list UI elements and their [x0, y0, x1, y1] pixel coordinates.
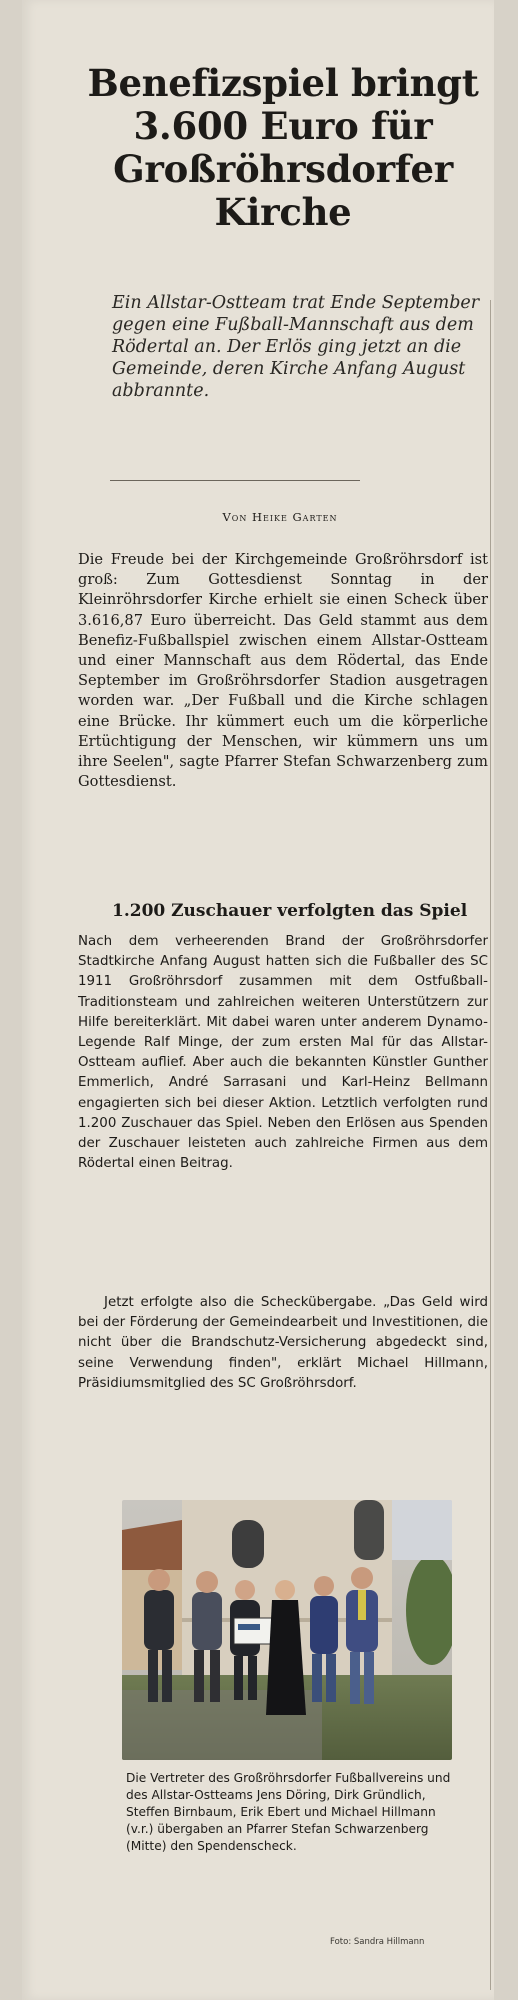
article-byline: Von Heike Garten [222, 510, 338, 524]
photo-church-group-icon [122, 1500, 452, 1760]
photo-credit: Foto: Sandra Hillmann [330, 1937, 425, 1947]
article-headline: Benefizspiel bringt 3.600 Euro für Großröhrsdorfer Kirche [87, 61, 479, 234]
article-paragraph-1: Die Freude bei der Kirchgemeinde Großröhrsdorf ist groß: Zum Gottesdienst Sonntag in der Kleinröhrsdorfer Kirche erhielt sie einen Scheck über 3.616,87 Euro überreicht. Das Geld stammt aus dem Benefiz-Fußballspiel zwischen einem Allstar-Ostteam und einer Mannschaft aus dem Rödertal, das Ende September im Großröhrsdorfer Stadion ausgetragen worden war. „Der Fußball und die Kirche schlagen eine Brücke. Ihr kümmert euch um die körperliche Ertüchtigung der Menschen, wir kümmern uns um ihre Seelen", sagte Pfarrer Stefan Schwarzenberg zum Gottesdienst. [78, 551, 488, 791]
article-paragraph-3: Jetzt erfolgte also die Scheckübergabe. „Das Geld wird bei der Förderung der Gemeindearbeit und Investitionen, die nicht über die Brandschutz-Versicherung abgedeckt sind, seine Verwendung finden", erklärt Michael Hillmann, Präsidiumsmitglied des SC Großröhrsdorf. [78, 1295, 488, 1391]
column-rule [490, 300, 491, 1990]
photo-caption: Die Vertreter des Großröhrsdorfer Fußballvereins und des Allstar-Ostteams Jens Döring, Dirk Gründlich, Steffen Birnbaum, Erik Ebert und Michael Hillmann (v.r.) übergaben an Pfarrer Stefan Schwarzenberg (Mitte) den Spendenscheck. [126, 1771, 451, 1853]
article-photo [122, 1500, 452, 1760]
article-standfirst: Ein Allstar-Ostteam trat Ende September gegen eine Fußball-Mannschaft aus dem Rödertal an. Der Erlös ging jetzt an die Gemeinde, deren Kirche Anfang August abbrannte. [112, 293, 480, 401]
article-subhead: 1.200 Zuschauer verfolgten das Spiel [112, 901, 468, 921]
article-paragraph-2: Nach dem verheerenden Brand der Großröhrsdorfer Stadtkirche Anfang August hatten sich die Fußballer des SC 1911 Großröhrsdorf zusammen mit dem Ostfußball-Traditionsteam und zahlreichen weiteren Unterstützern zur Hilfe bereiterklärt. Mit dabei waren unter anderem Dynamo-Legende Ralf Minge, der zum ersten Mal für das Allstar-Ostteam auflief. Aber auch die bekannten Künstler Gunther Emmerlich, André Sarrasani und Karl-Heinz Bellmann engagierten sich bei dieser Aktion. Letztlich verfolgten rund 1.200 Zuschauer das Spiel. Neben den Erlösen aus Spenden der Zuschauer leisteten auch zahlreiche Firmen aus dem Rödertal einen Beitrag. [78, 934, 488, 1172]
standfirst-divider [110, 480, 360, 481]
